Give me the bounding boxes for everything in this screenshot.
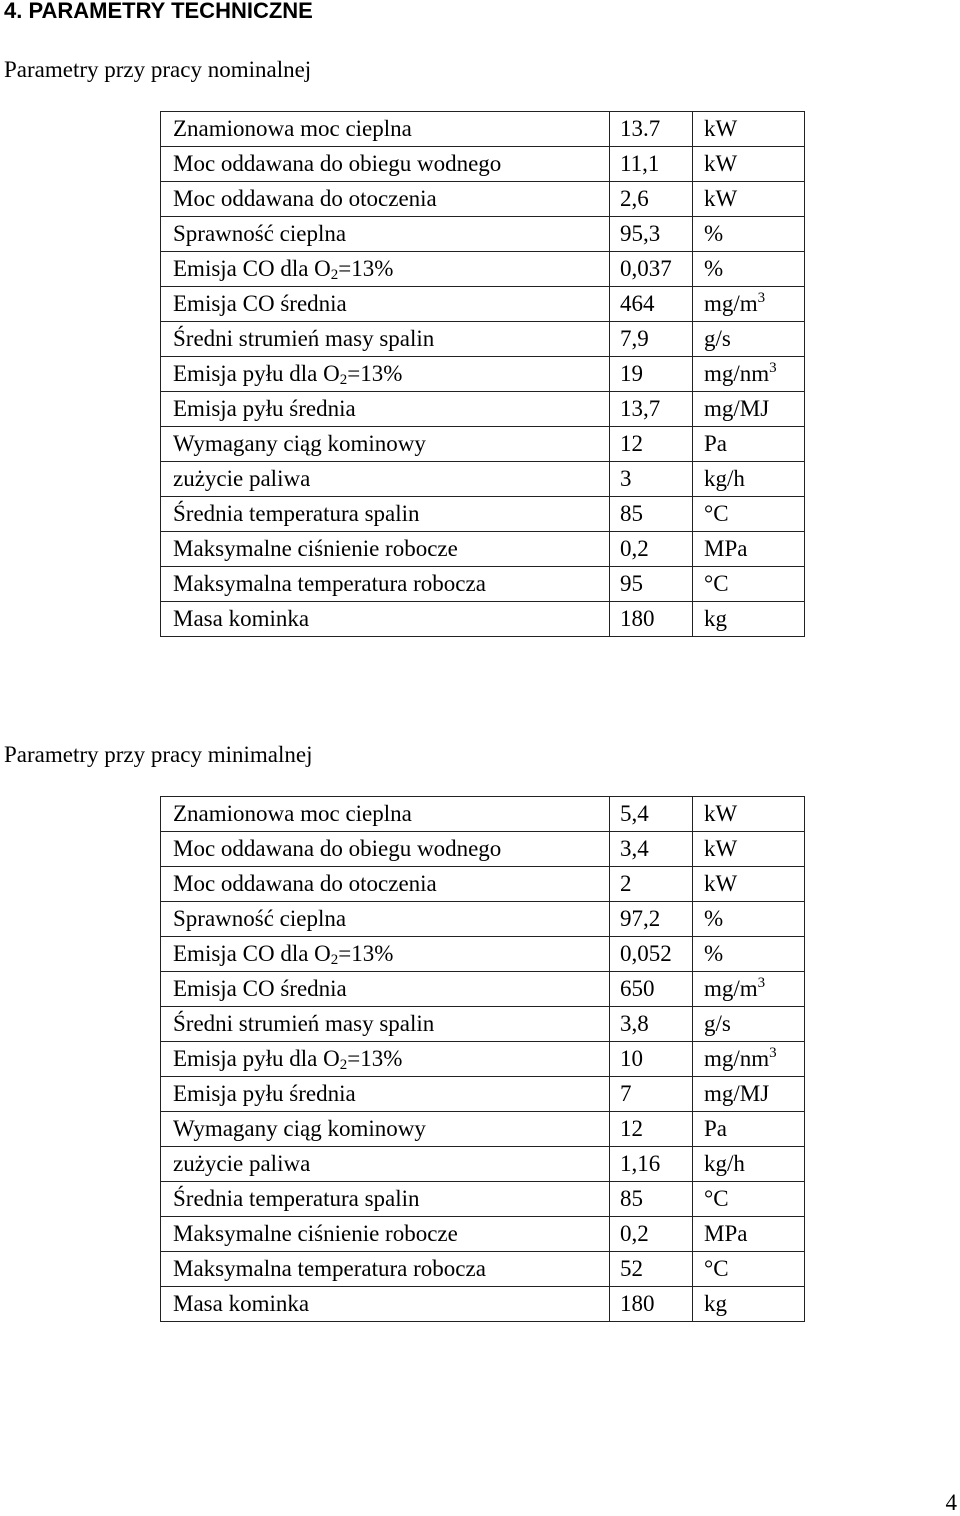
- minimal-parameter-row: [161, 1217, 805, 1252]
- nominal-parameter-row: [161, 322, 805, 357]
- section-title: 4. PARAMETRY TECHNICZNE: [4, 0, 313, 23]
- parameter-name: Średni strumień masy spalin: [161, 1007, 610, 1042]
- parameter-value: 7,9: [610, 322, 693, 357]
- parameter-unit: kW: [693, 147, 805, 182]
- parameter-unit: kg: [693, 1287, 805, 1322]
- minimal-parameter-row: [161, 1112, 805, 1147]
- parameter-unit: °C: [693, 567, 805, 602]
- parameter-unit: mg/MJ: [693, 392, 805, 427]
- parameter-unit: kg/h: [693, 1147, 805, 1182]
- parameter-unit: °C: [693, 497, 805, 532]
- nominal-parameter-row: [161, 567, 805, 602]
- parameter-value: 13,7: [610, 392, 693, 427]
- parameter-unit: $mg/m^3$: [693, 287, 805, 322]
- minimal-parameter-row: [161, 937, 805, 972]
- parameter-name: Średnia temperatura spalin: [161, 497, 610, 532]
- parameter-value: 0,2: [610, 532, 693, 567]
- parameter-name: Sprawność cieplna: [161, 217, 610, 252]
- parameter-name: Średnia temperatura spalin: [161, 1182, 610, 1217]
- page-number: 4: [945, 1490, 957, 1515]
- parameter-name: Emisja CO dla $O_2=13\%$: [161, 937, 610, 972]
- parameter-value: 11,1: [610, 147, 693, 182]
- minimal-parameter-row: [161, 1182, 805, 1217]
- parameter-name: Sprawność cieplna: [161, 902, 610, 937]
- minimal-parameter-row: [161, 1077, 805, 1112]
- parameter-value: 1,16: [610, 1147, 693, 1182]
- parameter-unit: %: [693, 252, 805, 287]
- minimal-parameter-row: [161, 867, 805, 902]
- parameter-name: Masa kominka: [161, 602, 610, 637]
- nominal-parameter-row: [161, 392, 805, 427]
- parameter-name: zużycie paliwa: [161, 1147, 610, 1182]
- parameter-value: 180: [610, 602, 693, 637]
- parameter-value: 180: [610, 1287, 693, 1322]
- parameter-name: Moc oddawana do otoczenia: [161, 867, 610, 902]
- parameter-name: Emisja CO średnia: [161, 972, 610, 1007]
- parameter-name: Moc oddawana do obiegu wodnego: [161, 147, 610, 182]
- minimal-parameter-row: [161, 797, 805, 832]
- minimal-parameter-row: [161, 902, 805, 937]
- parameter-name: Znamionowa moc cieplna: [161, 112, 610, 147]
- minimal-parameters-table: [160, 796, 805, 1322]
- parameter-value: 3,4: [610, 832, 693, 867]
- nominal-parameter-row: [161, 602, 805, 637]
- minimal-parameter-row: [161, 1287, 805, 1322]
- parameter-name: Masa kominka: [161, 1287, 610, 1322]
- parameter-unit: kW: [693, 112, 805, 147]
- parameter-name: Moc oddawana do otoczenia: [161, 182, 610, 217]
- minimal-parameter-row: [161, 1042, 805, 1077]
- parameter-value: 52: [610, 1252, 693, 1287]
- parameter-name: zużycie paliwa: [161, 462, 610, 497]
- minimal-parameter-row: [161, 832, 805, 867]
- parameter-unit: kW: [693, 832, 805, 867]
- nominal-parameter-row: [161, 252, 805, 287]
- parameter-value: 12: [610, 427, 693, 462]
- nominal-parameters-table: [160, 111, 805, 637]
- parameter-unit: g/s: [693, 1007, 805, 1042]
- parameter-value: 95,3: [610, 217, 693, 252]
- parameter-value: 85: [610, 1182, 693, 1217]
- nominal-parameter-row: [161, 462, 805, 497]
- parameter-value: 12: [610, 1112, 693, 1147]
- parameter-value: 0,052: [610, 937, 693, 972]
- parameter-name: Maksymalne ciśnienie robocze: [161, 1217, 610, 1252]
- parameter-name: Moc oddawana do obiegu wodnego: [161, 832, 610, 867]
- parameter-unit: kg: [693, 602, 805, 637]
- parameter-name: Emisja pyłu średnia: [161, 1077, 610, 1112]
- parameter-name: Emisja CO dla $O_2=13\%$: [161, 252, 610, 287]
- parameter-value: 650: [610, 972, 693, 1007]
- parameter-value: 95: [610, 567, 693, 602]
- parameter-value: 10: [610, 1042, 693, 1077]
- parameter-unit: %: [693, 937, 805, 972]
- parameter-unit: $mg/nm^3$: [693, 357, 805, 392]
- nominal-heading: Parametry przy pracy nominalnej: [4, 57, 312, 82]
- parameter-name: Maksymalne ciśnienie robocze: [161, 532, 610, 567]
- nominal-parameter-row: [161, 532, 805, 567]
- parameter-value: 3,8: [610, 1007, 693, 1042]
- parameter-unit: °C: [693, 1182, 805, 1217]
- minimal-parameter-row: [161, 1147, 805, 1182]
- parameter-unit: MPa: [693, 532, 805, 567]
- parameter-value: 0,037: [610, 252, 693, 287]
- parameter-value: 85: [610, 497, 693, 532]
- nominal-parameter-row: [161, 497, 805, 532]
- nominal-parameter-row: [161, 112, 805, 147]
- parameter-unit: $mg/m^3$: [693, 972, 805, 1007]
- parameter-unit: %: [693, 902, 805, 937]
- nominal-parameter-row: [161, 357, 805, 392]
- parameter-name: Maksymalna temperatura robocza: [161, 1252, 610, 1287]
- minimal-parameter-row: [161, 1252, 805, 1287]
- parameter-unit: %: [693, 217, 805, 252]
- nominal-parameter-row: [161, 147, 805, 182]
- parameter-unit: $mg/nm^3$: [693, 1042, 805, 1077]
- minimal-parameter-row: [161, 972, 805, 1007]
- nominal-parameter-row: [161, 427, 805, 462]
- parameter-unit: Pa: [693, 427, 805, 462]
- parameter-name: Emisja pyłu dla $O_2=13\%$: [161, 1042, 610, 1077]
- parameter-unit: °C: [693, 1252, 805, 1287]
- parameter-value: 19: [610, 357, 693, 392]
- parameter-name: Emisja pyłu dla $O_2=13\%$: [161, 357, 610, 392]
- parameter-value: 13.7: [610, 112, 693, 147]
- parameter-value: 97,2: [610, 902, 693, 937]
- nominal-parameter-row: [161, 217, 805, 252]
- parameter-name: Wymagany ciąg kominowy: [161, 427, 610, 462]
- parameter-unit: MPa: [693, 1217, 805, 1252]
- parameter-unit: kW: [693, 182, 805, 217]
- parameter-name: Wymagany ciąg kominowy: [161, 1112, 610, 1147]
- parameter-value: 0,2: [610, 1217, 693, 1252]
- parameter-unit: g/s: [693, 322, 805, 357]
- parameter-value: 3: [610, 462, 693, 497]
- parameter-value: 2,6: [610, 182, 693, 217]
- parameter-name: Maksymalna temperatura robocza: [161, 567, 610, 602]
- parameter-value: 7: [610, 1077, 693, 1112]
- parameter-unit: Pa: [693, 1112, 805, 1147]
- parameter-name: Emisja pyłu średnia: [161, 392, 610, 427]
- minimal-heading: Parametry przy pracy minimalnej: [4, 742, 313, 767]
- parameter-value: 5,4: [610, 797, 693, 832]
- parameter-name: Znamionowa moc cieplna: [161, 797, 610, 832]
- parameter-value: 464: [610, 287, 693, 322]
- minimal-parameter-row: [161, 1007, 805, 1042]
- parameter-name: Średni strumień masy spalin: [161, 322, 610, 357]
- nominal-parameter-row: [161, 182, 805, 217]
- parameter-name: Emisja CO średnia: [161, 287, 610, 322]
- parameter-unit: kW: [693, 867, 805, 902]
- parameter-unit: kW: [693, 797, 805, 832]
- nominal-parameter-row: [161, 287, 805, 322]
- parameter-unit: mg/MJ: [693, 1077, 805, 1112]
- parameter-unit: kg/h: [693, 462, 805, 497]
- parameter-value: 2: [610, 867, 693, 902]
